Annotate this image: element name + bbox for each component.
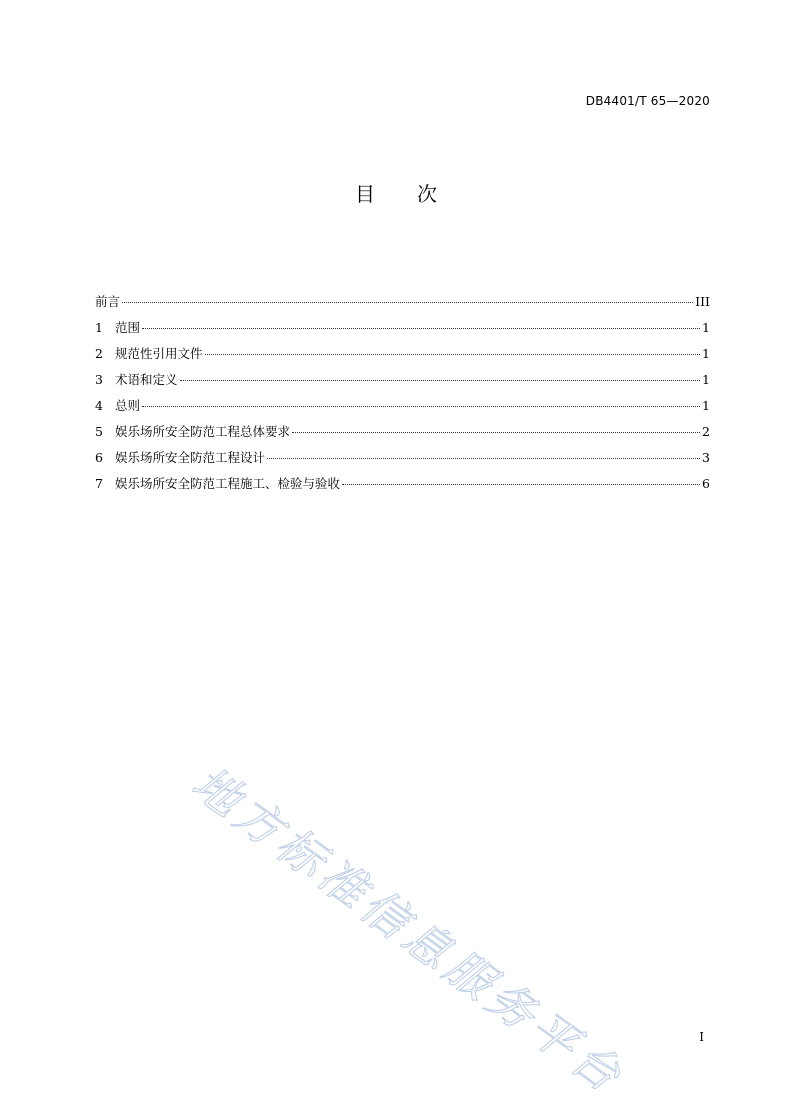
watermark: 地方标准信息服务平台 [182,755,635,1105]
toc-entry-number: 5 [95,424,103,439]
toc-entry-label: 前言 [95,294,121,309]
toc-dot-leader [205,354,701,355]
toc-dot-leader [267,458,700,459]
toc-entry-page: 6 [702,476,710,491]
toc-entry-number: 2 [95,346,103,361]
toc-entry-label: 娱乐场所安全防范工程施工、检验与验收 [115,476,341,491]
toc-title-char: 次 [417,182,437,206]
toc-entry-terms-definitions[interactable] [95,370,710,396]
toc-entry-page: 3 [702,450,710,465]
toc-entry-number: 7 [95,476,103,491]
toc-entry-label: 术语和定义 [115,372,178,387]
toc-entry-page: III [695,294,710,309]
toc-title-char: 目 [355,182,375,206]
toc-entry-number: 1 [95,320,103,335]
toc-list [95,292,710,500]
toc-dot-leader [142,328,700,329]
toc-entry-scope[interactable] [95,318,710,344]
toc-dot-leader [342,484,700,485]
toc-entry-number: 6 [95,450,103,465]
toc-entry-page: 1 [702,398,710,413]
toc-entry-design[interactable] [95,448,710,474]
toc-entry-normative-references[interactable] [95,344,710,370]
toc-dot-leader [142,406,700,407]
toc-entry-foreword[interactable] [95,292,710,318]
toc-entry-general[interactable] [95,396,710,422]
toc-entry-page: 1 [702,346,710,361]
toc-entry-label: 娱乐场所安全防范工程总体要求 [115,424,291,439]
toc-entry-construction-acceptance[interactable] [95,474,710,500]
toc-entry-label: 总则 [115,398,141,413]
toc-dot-leader [292,432,700,433]
toc-entry-page: 2 [702,424,710,439]
toc-entry-page: 1 [702,372,710,387]
toc-dot-leader [180,380,701,381]
toc-dot-leader [122,302,693,303]
toc-entry-label: 娱乐场所安全防范工程设计 [115,450,266,465]
toc-entry-number: 4 [95,398,103,413]
toc-entry-label: 规范性引用文件 [115,346,203,361]
document-code: DB4401/T 65—2020 [585,94,710,108]
toc-title [0,178,792,207]
toc-entry-overall-requirements[interactable] [95,422,710,448]
toc-entry-page: 1 [702,320,710,335]
toc-entry-number: 3 [95,372,103,387]
page-number: I [699,1030,704,1044]
toc-entry-label: 范围 [115,320,141,335]
